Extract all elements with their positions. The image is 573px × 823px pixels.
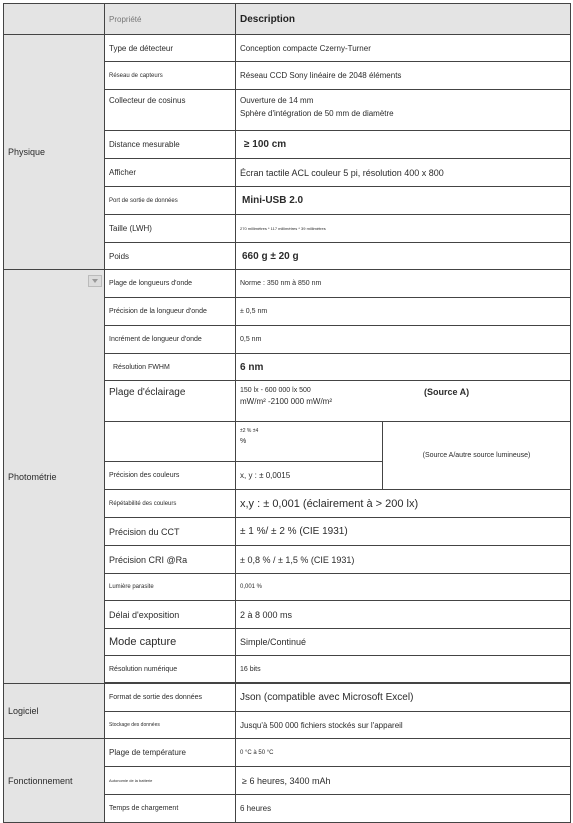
property-value: 0,5 nm (236, 326, 571, 354)
property-label: Résolution numérique (105, 656, 236, 683)
category-physique: Physique (4, 35, 105, 270)
table-row (4, 684, 571, 712)
value-line: 150 lx - 600 000 lx 500 (240, 387, 311, 394)
table-row (4, 739, 571, 767)
property-value: ± 0,5 nm (236, 298, 571, 326)
property-value (236, 90, 571, 131)
property-label: Taille (LWH) (105, 215, 236, 243)
property-label: Lumière parasite (105, 574, 236, 601)
property-value: Simple/Continué (236, 629, 571, 656)
category-fonctionnement: Fonctionnement (4, 739, 105, 823)
header-description: Description (236, 4, 571, 35)
property-value: 660 g ± 20 g (236, 243, 571, 270)
value-line: mW/m² -2100 000 mW/m² (240, 397, 333, 406)
category-logiciel: Logiciel (4, 684, 105, 739)
property-label: Résolution FWHM (105, 354, 236, 381)
value-line: Ouverture de 14 mm (240, 96, 314, 105)
table-header-row (4, 4, 571, 35)
property-value: Jusqu'à 500 000 fichiers stockés sur l'appareil (236, 712, 571, 739)
property-value: 6 heures (236, 795, 571, 823)
property-value: 0,001 % (236, 574, 571, 601)
property-value: ± 1 %/ ± 2 % (CIE 1931) (236, 518, 571, 546)
property-label: Délai d'exposition (105, 601, 236, 629)
property-label: Précision CRI @Ra (105, 546, 236, 574)
property-value: 270 millimètres * 117 millimètres * 39 millimètres (236, 215, 571, 243)
property-value: Écran tactile ACL couleur 5 pi, résolution 400 x 800 (236, 159, 571, 187)
property-value: x,y : ± 0,001 (éclairement à > 200 lx) (236, 490, 571, 518)
property-label: Réseau de capteurs (105, 62, 236, 90)
property-value (236, 422, 383, 462)
value-line: % (240, 438, 247, 445)
property-value: Norme : 350 nm à 850 nm (236, 270, 571, 298)
property-value: 6 nm (236, 354, 571, 381)
value-line: ±2 % ±4 (240, 428, 259, 434)
property-label: Type de détecteur (105, 35, 236, 62)
source-note: (Source A) (424, 387, 470, 397)
property-value: Mini-USB 2.0 (236, 187, 571, 215)
property-value: 0 °C à 50 °C (236, 739, 571, 767)
property-label (105, 422, 236, 462)
property-label: Port de sortie de données (105, 187, 236, 215)
property-label: Plage d'éclairage (105, 381, 236, 422)
property-label: Mode capture (105, 629, 236, 656)
property-value (236, 381, 571, 422)
property-value: Json (compatible avec Microsoft Excel) (236, 684, 571, 712)
property-label: Temps de chargement (105, 795, 236, 823)
property-label: Afficher (105, 159, 236, 187)
property-value: ≥ 6 heures, 3400 mAh (236, 767, 571, 795)
property-value: 16 bits (236, 656, 571, 683)
property-label: Plage de température (105, 739, 236, 767)
table-row (4, 35, 571, 62)
property-value: ≥ 100 cm (236, 131, 571, 159)
spec-table (3, 3, 571, 823)
property-label: Stockage des données (105, 712, 236, 739)
property-label: Collecteur de cosinus (105, 90, 236, 131)
property-value: Réseau CCD Sony linéaire de 2048 éléments (236, 62, 571, 90)
property-value: 2 à 8 000 ms (236, 601, 571, 629)
property-value: Conception compacte Czerny-Turner (236, 35, 571, 62)
property-label: Répétabilité des couleurs (105, 490, 236, 518)
property-value: ± 0,8 % / ± 1,5 % (CIE 1931) (236, 546, 571, 574)
property-label: Incrément de longueur d'onde (105, 326, 236, 354)
header-blank-cell (4, 4, 105, 35)
property-label: Plage de longueurs d'onde (105, 270, 236, 298)
header-property: Propriété (105, 4, 236, 35)
property-label: Précision du CCT (105, 518, 236, 546)
property-label: Distance mesurable (105, 131, 236, 159)
property-label: Format de sortie des données (105, 684, 236, 712)
value-line: Sphère d'intégration de 50 mm de diamètre (240, 109, 394, 118)
property-value: x, y : ± 0,0015 (236, 462, 383, 490)
property-label: Précision des couleurs (105, 462, 236, 490)
property-label: Autonomie de la batterie (105, 767, 236, 795)
source-note: (Source A/autre source lumineuse) (383, 422, 571, 490)
category-photometrie: Photométrie (4, 270, 105, 684)
chevron-down-icon[interactable] (88, 275, 102, 287)
property-label: Précision de la longueur d'onde (105, 298, 236, 326)
property-label: Poids (105, 243, 236, 270)
